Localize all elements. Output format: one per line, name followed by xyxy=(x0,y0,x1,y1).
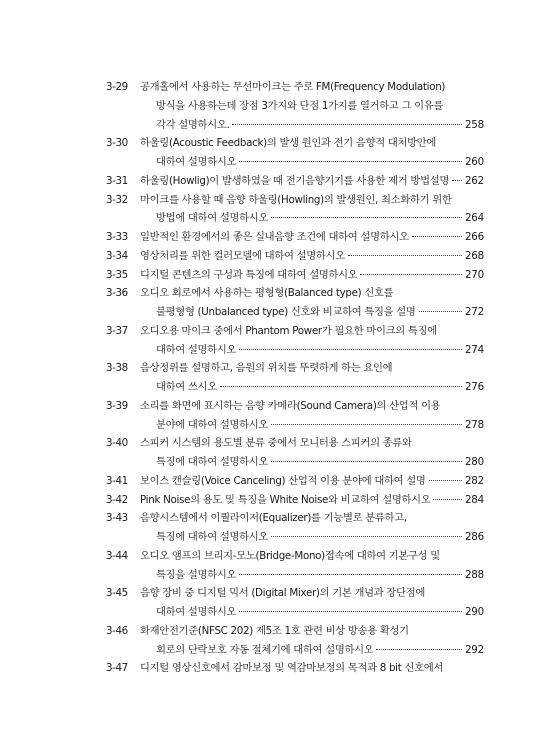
toc-entry-title: 보이스 캔슬링(Voice Canceling) 산업적 이용 분야에 대하여 설명 xyxy=(140,474,426,487)
dot-leader xyxy=(271,217,462,218)
toc-entry-title: 특징을 설명하시오 xyxy=(156,568,237,581)
toc-entry-title: 일반적인 환경에서의 좋은 실내음향 조건에 대하여 설명하시오 xyxy=(140,231,409,243)
toc-page-number: 282 xyxy=(464,474,484,487)
toc-entry-number: 3-29 xyxy=(106,81,128,93)
dot-leader xyxy=(429,480,462,481)
toc-line xyxy=(108,584,484,603)
toc-entry-number: 3-33 xyxy=(106,231,128,243)
toc-entry-title: 디지털 영상신호에서 감마보정 및 역감마보정의 목적과 8 bit 신호에서 xyxy=(140,662,444,675)
dot-leader xyxy=(419,311,462,312)
toc-line xyxy=(108,78,484,97)
toc-entry-number: 3-47 xyxy=(106,662,128,675)
toc-page-number: 260 xyxy=(464,156,484,168)
toc-entry-number: 3-44 xyxy=(106,549,128,562)
toc-entry-number: 3-37 xyxy=(106,324,128,337)
toc-page-number: 278 xyxy=(464,418,484,431)
dot-leader xyxy=(412,236,462,237)
toc-entry-number: 3-34 xyxy=(106,249,128,262)
toc-line xyxy=(108,359,484,378)
toc-entry-number: 3-31 xyxy=(106,174,128,187)
toc-entry-title: 음향 장비 중 디지털 믹서 (Digital Mixer)의 기본 개념과 장단점에 xyxy=(140,587,426,600)
toc-line xyxy=(108,172,484,191)
toc-line xyxy=(108,491,484,510)
dot-leader xyxy=(220,386,462,387)
toc-line xyxy=(108,641,484,660)
dot-leader xyxy=(271,461,462,462)
dot-leader xyxy=(239,349,462,350)
toc-line xyxy=(108,453,484,472)
toc-line xyxy=(108,566,484,585)
dot-leader xyxy=(271,424,462,425)
toc-entry-title: 대하여 쓰시오 xyxy=(156,381,217,393)
toc-entry-number: 3-45 xyxy=(106,587,128,600)
dot-leader xyxy=(433,499,461,500)
dot-leader xyxy=(452,180,462,181)
toc-line xyxy=(108,509,484,528)
toc-entry-title: 방식을 사용하는데 장점 3가지와 단점 1가지를 열거하고 그 이유를 xyxy=(156,99,444,112)
toc-page-number: 272 xyxy=(464,306,484,318)
toc-entry-number: 3-39 xyxy=(106,399,128,412)
toc-entry-title: 화재안전기준(NFSC 202) 제5조 1호 관련 비상 방송용 확성기 xyxy=(140,624,409,637)
toc-line xyxy=(108,191,484,210)
toc-entry-title: 불평형형 (Unbalanced type) 신호와 비교하여 특징을 설명 xyxy=(156,306,416,318)
toc-entry-number: 3-42 xyxy=(106,493,128,506)
toc-entry-number: 3-43 xyxy=(106,512,128,525)
toc-entry-title: 하울링(Howlig)이 발생하였을 때 전기음향기기를 사용한 제거 방법설명 xyxy=(140,174,450,187)
toc-entry-number: 3-41 xyxy=(106,474,128,487)
toc-page-number: 292 xyxy=(464,643,484,656)
toc-entry-title: 분야에 대하여 설명하시오 xyxy=(156,418,269,431)
toc-page-number: 290 xyxy=(464,606,484,618)
toc-page-number: 266 xyxy=(464,231,484,243)
toc-entry-title: 특징에 대하여 설명하시오 xyxy=(156,531,269,543)
dot-leader xyxy=(348,255,462,256)
toc-entry-title: 오디오 앰프의 브리지-모노(Bridge-Mono)접속에 대하여 기본구성 및 xyxy=(140,549,440,562)
toc-line xyxy=(108,472,484,491)
toc-entry-title: 스피커 시스템의 용도별 분류 중에서 모니터용 스피커의 종류와 xyxy=(140,437,412,450)
toc-line xyxy=(108,341,484,360)
toc-line xyxy=(108,622,484,641)
toc-entry-title: 각각 설명하시오. xyxy=(156,118,230,131)
toc-line xyxy=(108,434,484,453)
toc-entry-title: Pink Noise의 용도 및 특징을 White Noise와 비교하여 설명하시오 xyxy=(140,493,431,506)
toc-line xyxy=(108,322,484,341)
toc-page-number: 284 xyxy=(464,493,484,506)
toc-line xyxy=(108,153,484,172)
toc-entry-number: 3-36 xyxy=(106,287,128,300)
toc-page-number: 258 xyxy=(464,118,484,131)
toc-entry-title: 특징에 대하여 설명하시오 xyxy=(156,456,269,468)
toc-line xyxy=(108,416,484,435)
table-of-contents xyxy=(108,78,484,678)
toc-line xyxy=(108,116,484,135)
toc-line xyxy=(108,603,484,622)
toc-page-number: 274 xyxy=(464,343,484,356)
toc-entry-title: 회로의 단락보호 자동 절체기에 대하여 설명하시오 xyxy=(156,643,374,656)
toc-line xyxy=(108,528,484,547)
dot-leader xyxy=(360,274,461,275)
toc-page-number: 262 xyxy=(464,174,484,187)
dot-leader xyxy=(376,649,461,650)
toc-entry-number: 3-30 xyxy=(106,137,128,150)
toc-entry-number: 3-35 xyxy=(106,268,128,281)
toc-entry-title: 대하여 설명하시오 xyxy=(156,343,237,356)
toc-line xyxy=(108,97,484,116)
toc-line xyxy=(108,247,484,266)
toc-line xyxy=(108,228,484,247)
toc-page-number: 280 xyxy=(464,456,484,468)
toc-line xyxy=(108,303,484,322)
toc-line xyxy=(108,397,484,416)
toc-page-number: 286 xyxy=(464,531,484,543)
toc-line xyxy=(108,659,484,678)
dot-leader xyxy=(232,124,461,125)
toc-page-number: 276 xyxy=(464,381,484,393)
toc-entry-title: 대하여 설명하시오 xyxy=(156,606,237,618)
toc-entry-title: 음상정위를 설명하고, 음원의 위치를 뚜렷하게 하는 요인에 xyxy=(140,362,393,375)
toc-entry-title: 음향시스템에서 이퀄라이저(Equalizer)를 기능별로 분류하고, xyxy=(140,512,407,525)
toc-line xyxy=(108,547,484,566)
toc-entry-title: 디지털 콘텐츠의 구성과 특징에 대하여 설명하시오 xyxy=(140,268,358,281)
toc-entry-number: 3-40 xyxy=(106,437,128,450)
toc-entry-title: 공개홀에서 사용하는 무선마이크는 주로 FM(Frequency Modulation) xyxy=(140,81,446,93)
dot-leader xyxy=(239,574,462,575)
toc-page-number: 264 xyxy=(464,212,484,225)
toc-page-number: 270 xyxy=(464,268,484,281)
toc-line xyxy=(108,284,484,303)
toc-entry-title: 방법에 대하여 설명하시오 xyxy=(156,212,269,225)
toc-entry-title: 대하여 설명하시오 xyxy=(156,156,237,168)
toc-entry-title: 영상처리를 위한 컬러모델에 대하여 설명하시오 xyxy=(140,249,345,262)
toc-line xyxy=(108,134,484,153)
toc-page-number: 288 xyxy=(464,568,484,581)
dot-leader xyxy=(271,536,462,537)
toc-entry-title: 하울링(Acoustic Feedback)의 발생 원인과 전기 음향적 대처방안에 xyxy=(140,137,437,150)
dot-leader xyxy=(239,611,462,612)
toc-line xyxy=(108,266,484,285)
toc-entry-number: 3-32 xyxy=(106,193,128,206)
toc-line xyxy=(108,209,484,228)
dot-leader xyxy=(239,161,462,162)
toc-entry-title: 소리를 화면에 표시하는 음향 카메라(Sound Camera)의 산업적 이용 xyxy=(140,399,441,412)
toc-entry-title: 오디오용 마이크 중에서 Phantom Power가 필요한 마이크의 특징에 xyxy=(140,324,437,337)
toc-entry-title: 마이크를 사용할 때 음향 하울링(Howling)의 발생원인, 최소화하기 위한 xyxy=(140,193,452,206)
toc-line xyxy=(108,378,484,397)
toc-page-number: 268 xyxy=(464,249,484,262)
toc-entry-number: 3-38 xyxy=(106,362,128,375)
toc-entry-number: 3-46 xyxy=(106,624,128,637)
toc-entry-title: 오디오 회로에서 사용하는 평형형(Balanced type) 신호를 xyxy=(140,287,394,300)
